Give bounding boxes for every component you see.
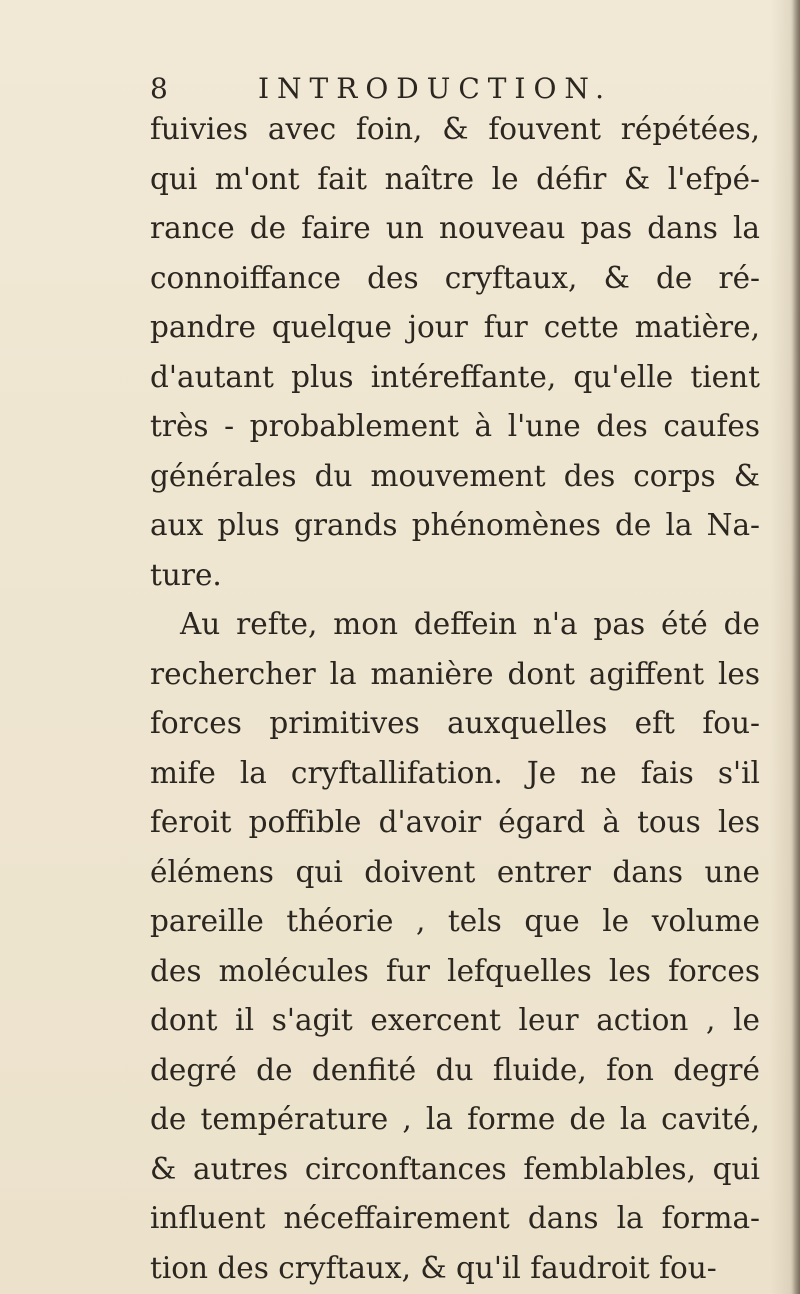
text-line: pandre quelque jour fur cette matière, [150, 310, 760, 344]
text-line: degré de denfité du fluide, fon degré [150, 1052, 760, 1087]
body-text [150, 105, 760, 1293]
text-line: des molécules fur lefquelles les forces [150, 953, 760, 988]
text-line: ture. [150, 557, 222, 592]
text-line: de température , la forme de la cavité, [150, 1102, 760, 1136]
text-line: dont il s'agit exercent leur action , le [150, 1003, 760, 1037]
text-line: pareille théorie , tels que le volume [150, 904, 760, 938]
text-line: générales du mouvement des corps & [150, 458, 760, 493]
text-line: mife la cryftallifation. Je ne fais s'il [150, 755, 760, 790]
page-number: 8 [150, 72, 169, 105]
text-line: forces primitives auxquelles eft fou- [150, 706, 760, 740]
text-line: tion des cryftaux, & qu'il faudroit fou- [150, 1250, 717, 1285]
page-edge-shadow [792, 0, 800, 1294]
running-head: INTRODUCTION. [258, 72, 613, 105]
text-line: très - probablement à l'une des caufes [150, 409, 760, 443]
text-line: feroit poffible d'avoir égard à tous les [150, 805, 760, 839]
text-line: influent néceffairement dans la forma- [150, 1201, 760, 1235]
text-line: rance de faire un nouveau pas dans la [150, 211, 760, 245]
text-line: rechercher la manière dont agiffent les [150, 656, 760, 691]
text-line: aux plus grands phénomènes de la Na- [150, 508, 760, 542]
text-line: d'autant plus intéreffante, qu'elle tient [150, 359, 760, 394]
text-line: qui m'ont fait naître le défir & l'efpé- [150, 161, 760, 196]
text-line: élémens qui doivent entrer dans une [150, 854, 760, 889]
text-line: & autres circonftances femblables, qui [150, 1151, 760, 1186]
text-line: connoiffance des cryftaux, & de ré- [150, 260, 760, 295]
text-line: fuivies avec foin, & fouvent répétées, [150, 112, 760, 146]
text-line: Au refte, mon deffein n'a pas été de [180, 607, 760, 641]
